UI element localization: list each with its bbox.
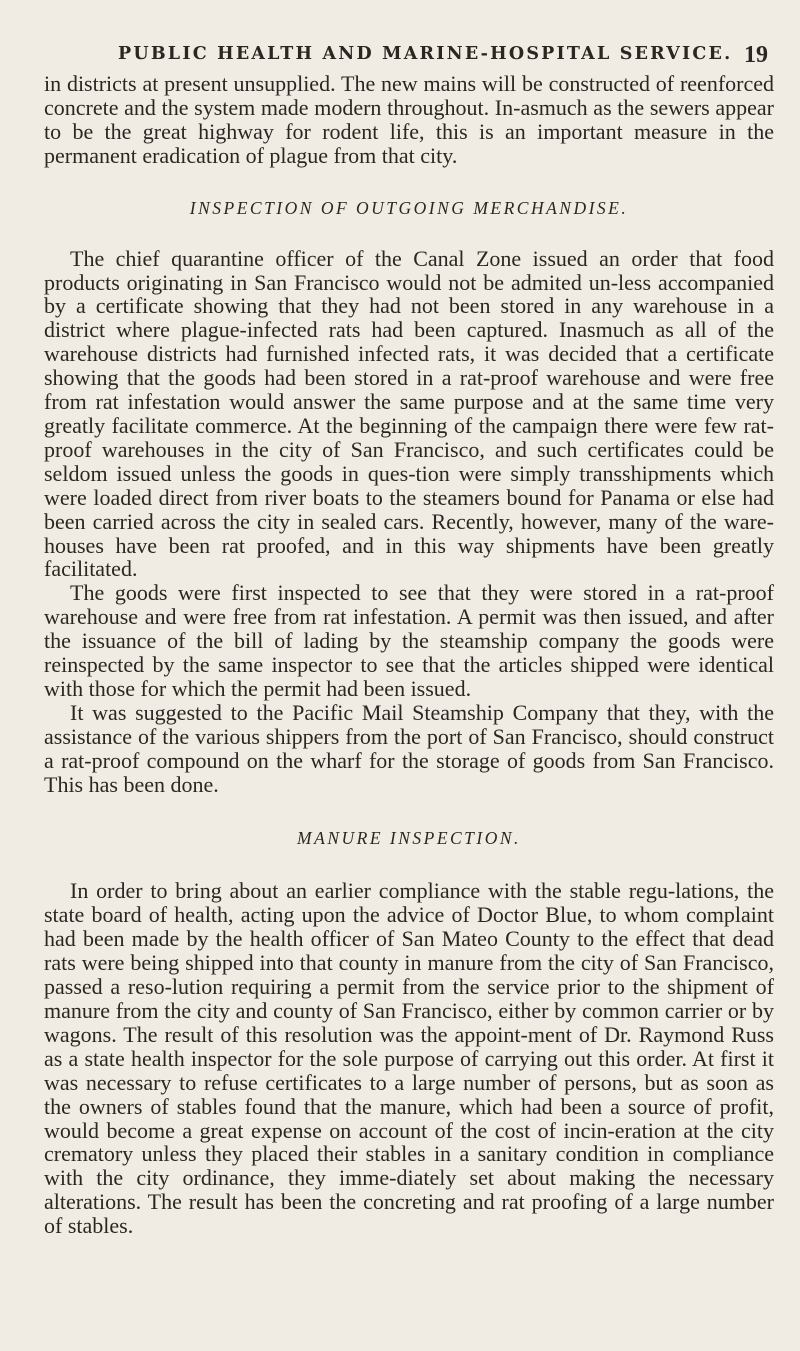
- manure-paragraph: In order to bring about an earlier compliance with the stable regu-lations, the state board of health, acting upon the advice of Doctor Blue, to whom complaint had been made by the health officer of San Mateo County to the effect that dead rats were being shipped into that county in manure from the city of San Francisco, passed a reso-lution requiring a permit from the service prior to the shipment of manure from the city and county of San Francisco, either by common carrier or by wagons. The result of this resolution was the appoint-ment of Dr. Raymond Russ as a state health inspector for the sole purpose of carrying out this order. At first it was necessary to refuse certificates to a large number of persons, but as soon as the owners of stables found that the manure, which had been a source of profit, would become a great expense on account of the cost of incin-eration at the city crematory unless they placed their stables in a sanitary condition in compliance with the city ordinance, they imme-diately set about making the necessary alterations. The result has been the concreting and rat proofing of a large number of stables.: [44, 878, 774, 1239]
- running-title: PUBLIC HEALTH AND MARINE-HOSPITAL SERVICE.: [118, 44, 733, 64]
- page-number: 19: [744, 42, 768, 68]
- running-header: [44, 0, 774, 72]
- intro-paragraph: in districts at present unsupplied. The new mains will be constructed of reenforced concrete and the system made modern throughout. In-asmuch as the sewers appear to be the great highway for rodent life, this is an important measure in the permanent eradication of plague from that city.: [44, 71, 774, 168]
- outgoing-paragraph-3: It was suggested to the Pacific Mail Steamship Company that they, with the assistance of the various shippers from the port of San Francisco, should construct a rat-proof compound on the wharf for the storage of goods from San Francisco. This has been done.: [44, 699, 774, 797]
- outgoing-paragraph-2: The goods were first inspected to see that they were stored in a rat-proof warehouse and were free from rat infestation. A permit was then issued, and after the issuance of the bill of lading by the steamship company the goods were reinspected by the same inspector to see that the articles shipped were identical with those for which the permit had been issued.: [44, 580, 774, 701]
- section-heading-outgoing-merchandise: INSPECTION OF OUTGOING MERCHANDISE.: [189, 197, 629, 218]
- outgoing-paragraph-1: The chief quarantine officer of the Canal Zone issued an order that food products originating in San Francisco would not be admited un-less accompanied by a certificate showing that they had not been stored in any warehouse in a district where plague-infected rats had been captured. Inasmuch as all of the warehouse districts had furnished infected rats, it was decided that a certificate showing that the goods had been stored in a rat-proof warehouse and were free from rat infestation would answer the same purpose and at the same time very greatly facilitate commerce. At the beginning of the campaign there were few rat-proof warehouses in the city of San Francisco, and such certificates could be seldom issued unless the goods in ques-tion were simply transshipments which were loaded direct from river boats to the steamers bound for Panama or else had been carried across the city in sealed cars. Recently, however, many of the ware-houses have been rat proofed, and in this way shipments have been greatly facilitated.: [44, 245, 774, 582]
- section-heading-manure-inspection: MANURE INSPECTION.: [297, 828, 521, 849]
